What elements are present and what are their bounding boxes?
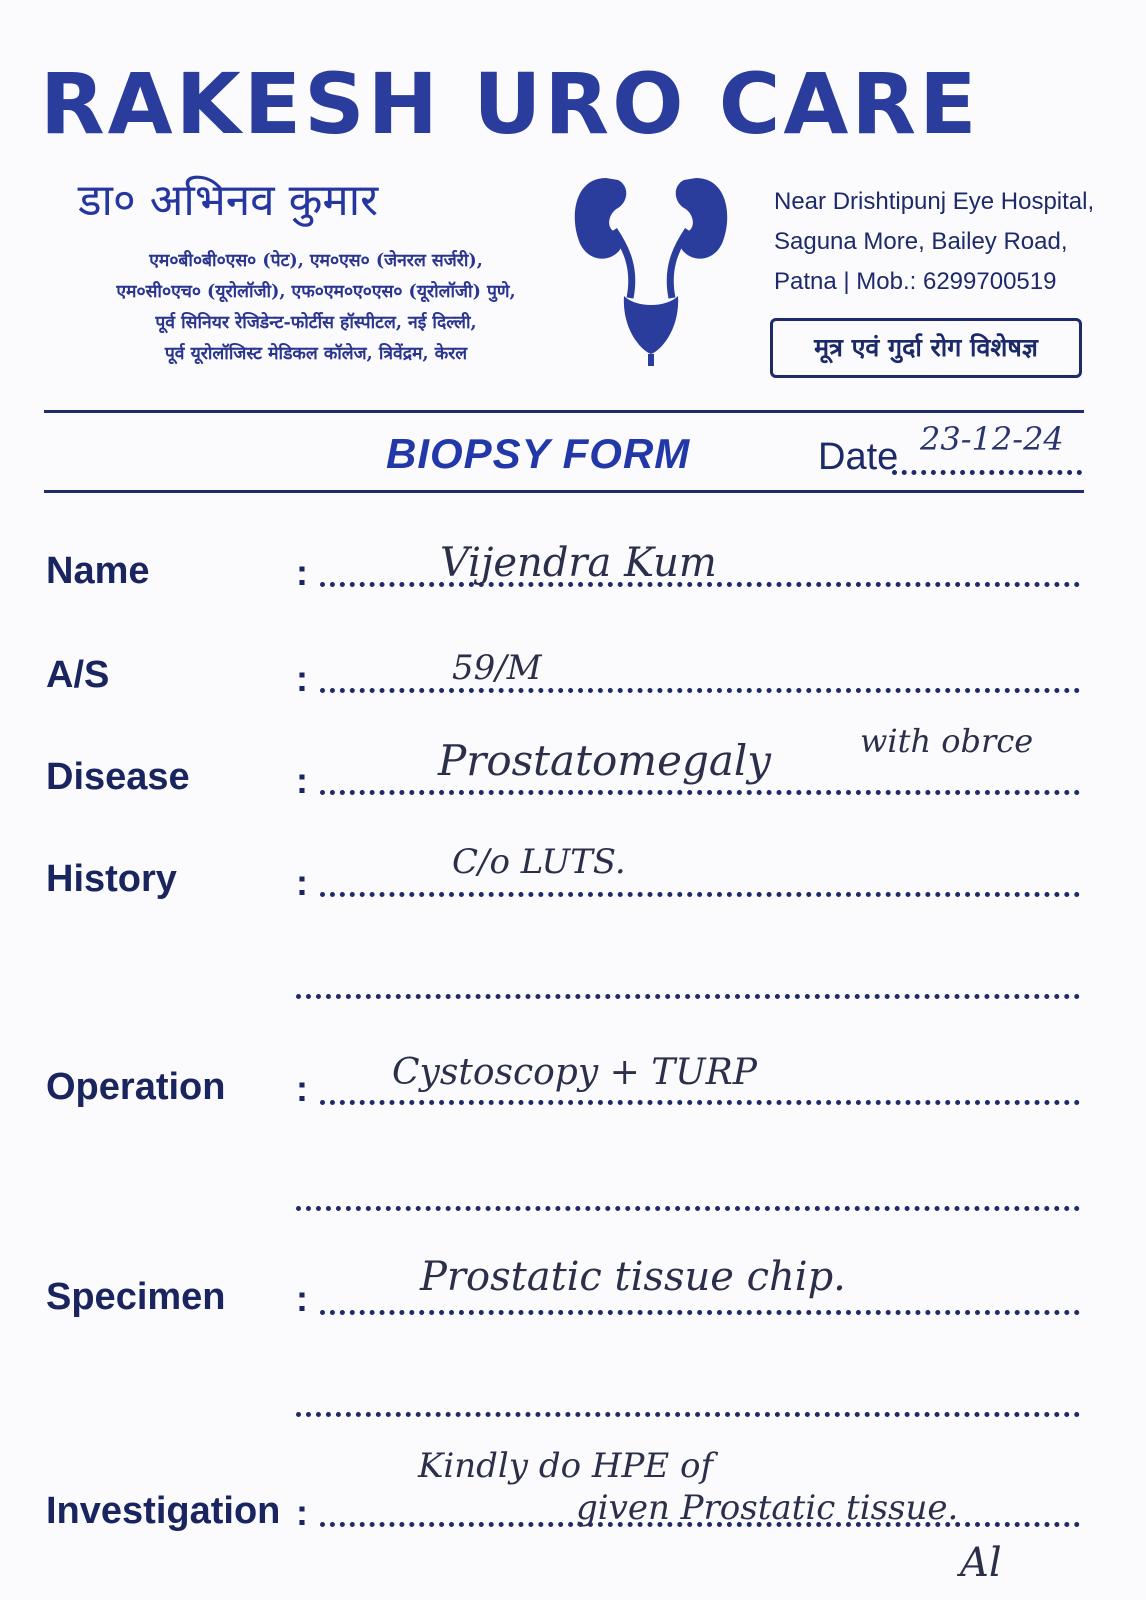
history-colon: : [296,862,308,903]
operation-dotted-line [320,1100,1080,1105]
specimen-label: Specimen [46,1276,226,1318]
date-dotted-line [892,470,1082,475]
investigation-value-line1: Kindly do HPE of [418,1446,714,1486]
specimen-dotted-line [320,1310,1080,1315]
date-value: 23-12-24 [920,420,1064,458]
qualification-line: एम०सी०एच० (यूरोलॉजी), एफ०एम०ए०एस० (यूरोलॉजी) पुणे, [116,282,516,302]
kidney-urinary-tract-icon [566,168,736,368]
address-line: Patna | Mob.: 6299700519 [774,268,1057,295]
specimen-dotted-line-2 [296,1412,1080,1417]
doctor-name: डा० अभिनव कुमार [78,175,379,226]
age-sex-dotted-line [320,688,1080,693]
date-label: Date [818,436,899,478]
operation-label: Operation [46,1066,226,1108]
address-line: Saguna More, Bailey Road, [774,228,1068,255]
disease-colon: : [296,760,308,801]
age-sex-label: A/S [46,654,110,696]
disease-label: Disease [46,756,190,798]
operation-dotted-line-2 [296,1206,1080,1211]
investigation-value-line2: given Prostatic tissue. [576,1488,959,1528]
doctor-qualifications [36,246,596,370]
form-title: BIOPSY FORM [386,430,691,477]
header-divider [44,410,1084,413]
age-sex-colon: : [296,658,308,699]
history-dotted-line [320,892,1080,897]
clinic-address [774,182,1094,302]
qualification-line: एम०बी०बी०एस० (पेट), एम०एस० (जेनरल सर्जरी), [149,251,483,271]
name-colon: : [296,552,308,593]
address-line: Near Drishtipunj Eye Hospital, [774,188,1095,215]
operation-colon: : [296,1068,308,1109]
history-label: History [46,858,177,900]
age-sex-value: 59/M [452,648,542,688]
name-label: Name [46,550,150,592]
name-value: Vijendra Kum [440,540,717,586]
investigation-colon: : [296,1492,308,1533]
history-dotted-line-2 [296,994,1080,999]
disease-dotted-line [320,790,1080,795]
specialty-badge: मूत्र एवं गुर्दा रोग विशेषज्ञ [770,318,1082,378]
operation-value: Cystoscopy + TURP [392,1052,757,1093]
disease-value: Prostatomegaly [438,736,772,785]
qualification-line: पूर्व यूरोलॉजिस्ट मेडिकल कॉलेज, त्रिवेंद्रम, केरल [164,344,468,364]
specimen-colon: : [296,1278,308,1319]
qualification-line: पूर्व सिनियर रेजिडेन्ट-फोर्टीस हॉस्पीटल, नई दिल्ली, [155,313,477,333]
history-value: C/o LUTS. [452,842,626,882]
clinic-name: RAKESH URO CARE [40,55,980,153]
specimen-value: Prostatic tissue chip. [420,1254,846,1300]
disease-value-extra: with obrce [860,722,1034,760]
title-divider [44,490,1084,493]
investigation-label: Investigation [46,1490,281,1532]
doctor-signature: Al [960,1540,1002,1586]
